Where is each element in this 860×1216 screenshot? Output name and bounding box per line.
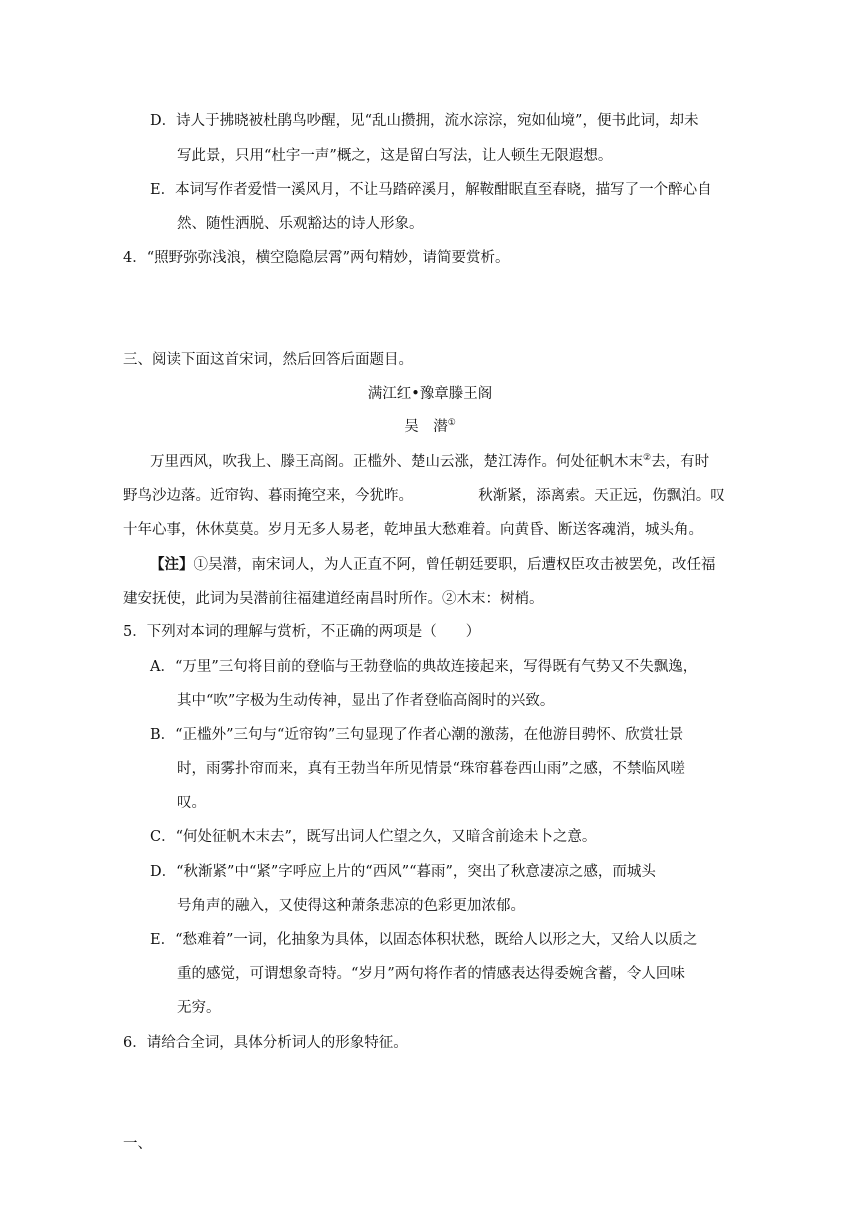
q5-option-b-line2: 时，雨雾扑帘而来，真有王勃当年所见情景“珠帘暮卷西山雨”之感，不禁临风嗟 bbox=[177, 761, 685, 777]
q5-option-a-line1: A．“万里”三句将目前的登临与王勃登临的典故连接起来，写得既有气势又不失飘逸， bbox=[150, 659, 698, 675]
author-name: 吴 潜 bbox=[404, 419, 448, 435]
answer-section-heading: 一、 bbox=[123, 1136, 152, 1152]
q5-option-a-line2: 其中“吹”字极为生动传神，显出了作者登临高阁时的兴致。 bbox=[177, 693, 555, 709]
q5-option-b-line1: B．“正槛外”三句与“近帘钩”三句显现了作者心潮的激荡，在他游目骋怀、欣赏壮景 bbox=[150, 727, 684, 743]
q3-option-d-line2: 写此景，只用“杜宇一声”概之，这是留白写法，让人顿生无限遐想。 bbox=[177, 148, 613, 164]
poem-author bbox=[0, 417, 860, 437]
q5-option-d-line1: D．“秋渐紧”中“紧”字呼应上片的“西风”“暮雨”，突出了秋意凄凉之感，而城头 bbox=[150, 864, 656, 880]
q5-option-b-line3: 叹。 bbox=[177, 795, 206, 811]
poem-note-line-1 bbox=[150, 555, 716, 575]
q5-option-d-line2: 号角声的融入，又使得这种萧条悲凉的色彩更加浓郁。 bbox=[177, 898, 525, 914]
poem-line-2: 野鸟沙边落。近帘钩、暮雨掩空来，今犹昨。 秋渐紧，添离索。天正远，伤飘泊。叹 bbox=[123, 488, 725, 504]
q3-option-e-line2: 然、随性洒脱、乐观豁达的诗人形象。 bbox=[177, 216, 424, 232]
poem-note-mark-2: ② bbox=[643, 453, 652, 464]
poem-line-1b: 去，有时 bbox=[651, 454, 710, 470]
q3-option-e-line1: E．本词写作者爱惜一溪风月，不让马踏碎溪月，解鞍酣眠直至春晓，描写了一个醉心自 bbox=[150, 182, 712, 198]
section-3-heading: 三、阅读下面这首宋词，然后回答后面题目。 bbox=[123, 352, 413, 368]
question-5-stem: 5．下列对本词的理解与赏析，不正确的两项是（ ） bbox=[123, 624, 481, 640]
poem-title: 满江红•豫章滕王阁 bbox=[367, 386, 493, 402]
q5-option-e-line1: E．“愁难着”一词，化抽象为具体，以固态体积状愁，既给人以形之大，又给人以质之 bbox=[150, 932, 698, 948]
poem-line-1 bbox=[150, 452, 709, 472]
poem-line-1a: 万里西风，吹我上、滕王高阁。正槛外、楚山云涨，楚江涛作。何处征帆木末 bbox=[150, 454, 643, 470]
q5-option-e-line3: 无穷。 bbox=[177, 1000, 221, 1016]
q5-option-c-line1: C．“何处征帆木末去”，既写出词人伫望之久，又暗含前途未卜之意。 bbox=[150, 829, 597, 845]
author-note-mark: ① bbox=[447, 418, 456, 429]
poem-line-3: 十年心事，休休莫莫。岁月无多人易老，乾坤虽大愁难着。向黄昏、断送客魂消，城头角。 bbox=[123, 522, 703, 538]
question-4: 4．“照野弥弥浅浪，横空隐隐层霄”两句精妙，请简要赏析。 bbox=[123, 250, 510, 266]
q3-option-d-line1: D．诗人于拂晓被杜鹃鸟吵醒，见“乱山攒拥，流水淙淙，宛如仙境”，便书此词，却未 bbox=[150, 113, 699, 129]
question-6: 6．请给合全词，具体分析词人的形象特征。 bbox=[123, 1035, 408, 1051]
note-label: 【注】 bbox=[150, 556, 194, 573]
poem-note-line-2: 建安抚使，此词为吴潜前往福建道经南昌时所作。②木末：树梢。 bbox=[123, 591, 544, 607]
note-text-1: ①吴潜，南宋词人，为人正直不阿，曾任朝廷要职，后遭权臣攻击被罢免，改任福 bbox=[193, 557, 716, 573]
q5-option-e-line2: 重的感觉，可谓想象奇特。“岁月”两句将作者的情感表达得委婉含蓄，令人回味 bbox=[177, 966, 685, 982]
